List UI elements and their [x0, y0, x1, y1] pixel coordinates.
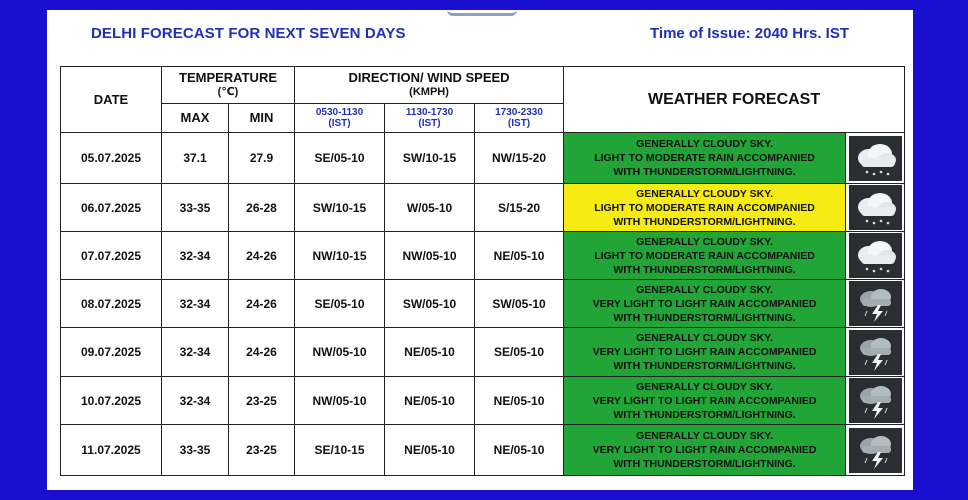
min-temp-cell: 24-26: [229, 328, 295, 377]
table-row: [61, 232, 905, 280]
wind-header: DIRECTION/ WIND SPEED (KMPH): [295, 67, 564, 104]
forecast-line: WITH THUNDERSTORM/LIGHTNING.: [613, 311, 796, 324]
thunderstorm-icon: [849, 330, 902, 375]
table-row: [61, 328, 905, 377]
slot3-header: 1730-2330 (IST): [475, 104, 564, 133]
date-header: DATE: [61, 67, 162, 133]
forecast-line: GENERALLY CLOUDY SKY.: [636, 138, 773, 150]
forecast-text-cell: [564, 328, 846, 377]
wind-slot2-cell: NE/05-10: [385, 377, 475, 425]
min-header: MIN: [229, 104, 295, 133]
max-temp-cell: 33-35: [162, 425, 229, 476]
thunderstorm-icon: [849, 281, 902, 326]
forecast-icon-cell: [846, 377, 905, 425]
logo-fragment: [447, 10, 517, 16]
min-temp-cell: 26-28: [229, 184, 295, 232]
forecast-icon-cell: [846, 328, 905, 377]
wind-slot2-cell: NE/05-10: [385, 425, 475, 476]
thunderstorm-icon: [849, 428, 902, 473]
table-row: [61, 133, 905, 184]
forecast-line: LIGHT TO MODERATE RAIN ACCOMPANIED: [594, 201, 815, 214]
forecast-table: [60, 66, 905, 476]
page-title: DELHI FORECAST FOR NEXT SEVEN DAYS: [91, 25, 406, 42]
forecast-line: GENERALLY CLOUDY SKY.: [636, 332, 773, 344]
date-cell: 07.07.2025: [61, 232, 162, 280]
temperature-header: TEMPERATURE (℃): [162, 67, 295, 104]
wind-slot1-cell: NW/05-10: [295, 377, 385, 425]
forecast-line: GENERALLY CLOUDY SKY.: [636, 380, 773, 393]
forecast-icon-cell: [846, 133, 905, 184]
wind-slot2-cell: SW/05-10: [385, 280, 475, 328]
wind-slot1-cell: SE/05-10: [295, 280, 385, 328]
wind-slot1-cell: SW/10-15: [295, 184, 385, 232]
wind-slot2-cell: NE/05-10: [385, 328, 475, 377]
min-temp-cell: 27.9: [229, 133, 295, 184]
forecast-line: WITH THUNDERSTORM/LIGHTNING.: [613, 166, 796, 178]
wind-slot1-cell: SE/10-15: [295, 425, 385, 476]
max-header: MAX: [162, 104, 229, 133]
forecast-sheet: [47, 10, 913, 490]
forecast-icon-cell: [846, 280, 905, 328]
thunderstorm-icon: [849, 378, 902, 423]
forecast-line: VERY LIGHT TO LIGHT RAIN ACCOMPANIED: [592, 297, 817, 310]
forecast-icon-cell: [846, 425, 905, 476]
forecast-text-cell: [564, 232, 846, 280]
forecast-line: LIGHT TO MODERATE RAIN ACCOMPANIED: [594, 249, 815, 262]
forecast-line: WITH THUNDERSTORM/LIGHTNING.: [613, 360, 796, 372]
forecast-text-cell: [564, 133, 846, 184]
wind-slot1-cell: NW/05-10: [295, 328, 385, 377]
slot1-header: 0530-1130 (IST): [295, 104, 385, 133]
min-temp-cell: 24-26: [229, 232, 295, 280]
wind-slot3-cell: NE/05-10: [475, 232, 564, 280]
max-temp-cell: 32-34: [162, 280, 229, 328]
forecast-line: GENERALLY CLOUDY SKY.: [636, 235, 773, 248]
slot2-header: 1130-1730 (IST): [385, 104, 475, 133]
forecast-line: WITH THUNDERSTORM/LIGHTNING.: [613, 263, 796, 276]
weather-forecast-header: WEATHER FORECAST: [564, 67, 905, 133]
forecast-line: GENERALLY CLOUDY SKY.: [636, 187, 773, 200]
date-cell: 10.07.2025: [61, 377, 162, 425]
wind-slot1-cell: NW/10-15: [295, 232, 385, 280]
wind-slot3-cell: NW/15-20: [475, 133, 564, 184]
wind-slot2-cell: SW/10-15: [385, 133, 475, 184]
forecast-line: GENERALLY CLOUDY SKY.: [636, 430, 773, 442]
max-temp-cell: 33-35: [162, 184, 229, 232]
forecast-line: WITH THUNDERSTORM/LIGHTNING.: [613, 458, 796, 470]
date-cell: 08.07.2025: [61, 280, 162, 328]
date-cell: 09.07.2025: [61, 328, 162, 377]
min-temp-cell: 24-26: [229, 280, 295, 328]
wind-slot3-cell: S/15-20: [475, 184, 564, 232]
forecast-text-cell: [564, 377, 846, 425]
table-row: [61, 280, 905, 328]
min-temp-cell: 23-25: [229, 377, 295, 425]
forecast-line: GENERALLY CLOUDY SKY.: [636, 283, 773, 296]
date-cell: 05.07.2025: [61, 133, 162, 184]
time-of-issue: Time of Issue: 2040 Hrs. IST: [650, 25, 849, 42]
wind-slot2-cell: NW/05-10: [385, 232, 475, 280]
max-temp-cell: 37.1: [162, 133, 229, 184]
max-temp-cell: 32-34: [162, 328, 229, 377]
table-row: [61, 425, 905, 476]
max-temp-cell: 32-34: [162, 377, 229, 425]
table-row: [61, 377, 905, 425]
min-temp-cell: 23-25: [229, 425, 295, 476]
max-temp-cell: 32-34: [162, 232, 229, 280]
wind-slot1-cell: SE/05-10: [295, 133, 385, 184]
wind-slot2-cell: W/05-10: [385, 184, 475, 232]
wind-slot3-cell: SW/05-10: [475, 280, 564, 328]
forecast-line: WITH THUNDERSTORM/LIGHTNING.: [613, 215, 796, 228]
wind-slot3-cell: NE/05-10: [475, 377, 564, 425]
table-row: [61, 184, 905, 232]
rain-cloud-icon: [849, 136, 902, 181]
forecast-text-cell: [564, 425, 846, 476]
forecast-line: VERY LIGHT TO LIGHT RAIN ACCOMPANIED: [592, 394, 817, 407]
date-cell: 11.07.2025: [61, 425, 162, 476]
forecast-icon-cell: [846, 232, 905, 280]
date-cell: 06.07.2025: [61, 184, 162, 232]
forecast-line: WITH THUNDERSTORM/LIGHTNING.: [613, 408, 796, 421]
rain-cloud-icon: [849, 233, 902, 278]
rain-cloud-icon: [849, 185, 902, 230]
wind-slot3-cell: SE/05-10: [475, 328, 564, 377]
forecast-line: LIGHT TO MODERATE RAIN ACCOMPANIED: [594, 152, 815, 164]
forecast-line: VERY LIGHT TO LIGHT RAIN ACCOMPANIED: [592, 444, 817, 456]
forecast-line: VERY LIGHT TO LIGHT RAIN ACCOMPANIED: [592, 346, 817, 358]
forecast-icon-cell: [846, 184, 905, 232]
forecast-text-cell: [564, 184, 846, 232]
forecast-text-cell: [564, 280, 846, 328]
wind-slot3-cell: NE/05-10: [475, 425, 564, 476]
